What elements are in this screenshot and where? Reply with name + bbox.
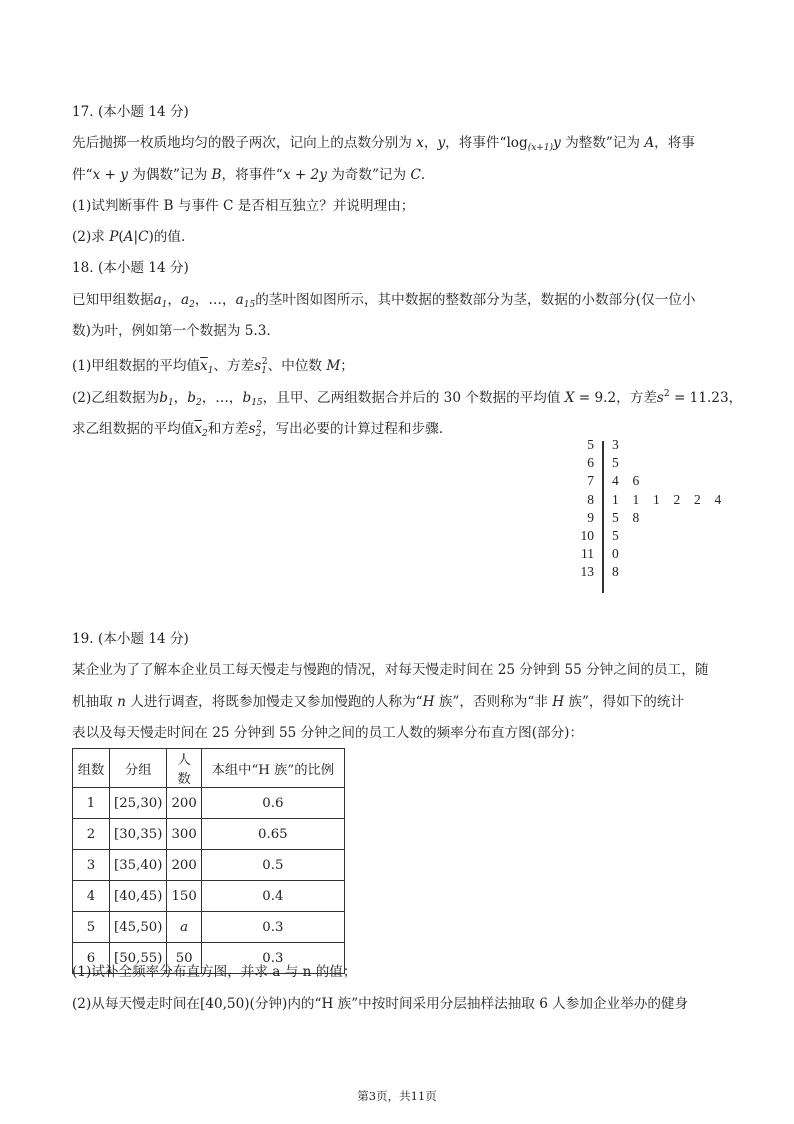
q19-line-2: 机抽取 n 人进行调查，将既参加慢走又参加慢跑的人称为“H 族”，否则称为“非 H 族”，得如下的统计	[72, 694, 685, 710]
table-cell: 0.65	[201, 819, 344, 850]
stem-leaf-row	[560, 492, 740, 510]
stem-value: 10	[580, 528, 594, 543]
stem-value: 8	[587, 491, 594, 507]
table-cell: 2	[73, 819, 110, 850]
leaf-value: 1	[632, 491, 640, 507]
leaf-value: 2	[694, 491, 701, 507]
table-cell: 50	[167, 943, 201, 974]
leaf-value: 5	[612, 528, 619, 543]
page-footer: 第3页，共11页	[357, 1089, 437, 1103]
table-cell: 5	[73, 912, 110, 943]
leaf-value: 6	[632, 473, 640, 489]
q19-line-3: 表以及每天慢走时间在 25 分钟到 55 分钟之间的员工人数的频率分布直方图(部分)：	[72, 725, 584, 741]
table-row	[73, 912, 345, 943]
leaf-value: 2	[673, 491, 681, 507]
table-cell: 0.5	[201, 850, 344, 881]
q19-header: 19. (本小题 14 分)	[72, 631, 189, 647]
q18-line-5: 求乙组数据的平均值$\overline{x}_2$和方差$s_2^2$，写出必要的计算过程和步骤.	[72, 420, 444, 439]
q17-part-1: (1)试判断事件 B 与事件 C 是否相互独立？并说明理由；	[72, 198, 415, 214]
table-cell: [45,50)	[110, 912, 167, 943]
stem-leaf-plot	[560, 437, 740, 597]
leaf-value: 5	[612, 455, 619, 471]
table-header-cell: 组数	[73, 749, 110, 788]
table-header-cell: 本组中“H 族”的比例	[201, 749, 344, 788]
leaf-value: 0	[612, 546, 619, 562]
stem-value: 7	[587, 473, 594, 489]
h-group-table	[72, 748, 345, 974]
q19-part-1: (1)试补全频率分布直方图，并求 a 与 n 的值；	[72, 964, 357, 980]
table-cell: [50,55)	[110, 943, 167, 974]
table-cell: a	[167, 912, 201, 943]
table-cell: [30,35)	[110, 819, 167, 850]
leaf-value: 5	[612, 509, 619, 525]
stem-leaf-row	[560, 455, 740, 473]
stem-leaf-row	[560, 546, 740, 564]
table-cell: 6	[73, 943, 110, 974]
table-cell: 300	[167, 819, 201, 850]
stem-value: 9	[587, 509, 594, 525]
q18-part-1: (1)甲组数据的平均值$\overline{x}_1$、方差$s_1^2$、中位数 M；	[72, 357, 354, 376]
table-row	[73, 881, 345, 912]
q18-part-2: (2)乙组数据为$b_1$，$b_2$，…，$b_{15}$，且甲、乙两组数据合并后的 30 个数据的平均值 X = 9.2，方差$s^2 = 11.23$，	[72, 389, 743, 408]
q17-line-1: 先后抛掷一枚质地均匀的骰子两次，记向上的点数分别为 x，y，将事件“$\log_{(x+1)}y$ 为整数”记为 A，将事	[72, 135, 695, 153]
q18-header: 18. (本小题 14 分)	[72, 260, 189, 276]
table-cell: 0.3	[201, 912, 344, 943]
table-cell: 0.6	[201, 788, 344, 819]
stem-value: 6	[587, 455, 594, 471]
stem-leaf-row	[560, 528, 740, 546]
leaf-value: 1	[653, 491, 660, 507]
q17-part-2: (2)求 P(A|C)的值.	[72, 229, 186, 245]
stem-value: 13	[580, 564, 594, 580]
stem-value: 5	[587, 437, 594, 452]
stem-leaf-row	[560, 564, 740, 582]
table-row	[73, 788, 345, 819]
stem-value: 11	[581, 546, 594, 562]
q19-line-1: 某企业为了了解本企业员工每天慢走与慢跑的情况，对每天慢走时间在 25 分钟到 55 分钟之间的员工，随	[72, 662, 709, 678]
table-cell: 0.3	[201, 943, 344, 974]
table-row	[73, 819, 345, 850]
leaf-value: 4	[714, 491, 722, 507]
table-cell: [25,30)	[110, 788, 167, 819]
table-cell: 150	[167, 881, 201, 912]
leaf-value: 1	[612, 491, 619, 507]
q19-part-2: (2)从每天慢走时间在[40,50)(分钟)内的“H 族”中按时间采用分层抽样法抽取 6 人参加企业举办的健身	[72, 996, 689, 1012]
leaf-value: 4	[612, 473, 619, 489]
table-cell: 200	[167, 788, 201, 819]
table-cell: 4	[73, 881, 110, 912]
table-header-cell: 人数	[167, 749, 201, 788]
table-cell: 3	[73, 850, 110, 881]
table-cell: 1	[73, 788, 110, 819]
stem-leaf-row	[560, 437, 740, 455]
q17-line-2: 件“x + y 为偶数”记为 B，将事件“x + 2y 为奇数”记为 C.	[72, 167, 426, 183]
leaf-value: 8	[612, 564, 619, 580]
table-cell: [40,45)	[110, 881, 167, 912]
table-cell: [35,40)	[110, 850, 167, 881]
q17-header: 17. (本小题 14 分)	[72, 104, 189, 120]
q18-line-1: 已知甲组数据$a_1$，$a_2$，…，$a_{15}$的茎叶图如图所示，其中数据的整数部分为茎，数据的小数部分(仅一位小	[72, 292, 696, 310]
leaf-value: 3	[612, 437, 619, 452]
table-row	[73, 850, 345, 881]
table-header-cell: 分组	[110, 749, 167, 788]
table-cell: 200	[167, 850, 201, 881]
table-cell: 0.4	[201, 881, 344, 912]
stem-leaf-row	[560, 510, 740, 528]
q18-line-2: 数)为叶，例如第一个数据为 5.3.	[72, 323, 271, 339]
leaf-value: 8	[632, 509, 640, 525]
stem-leaf-row	[560, 473, 740, 491]
